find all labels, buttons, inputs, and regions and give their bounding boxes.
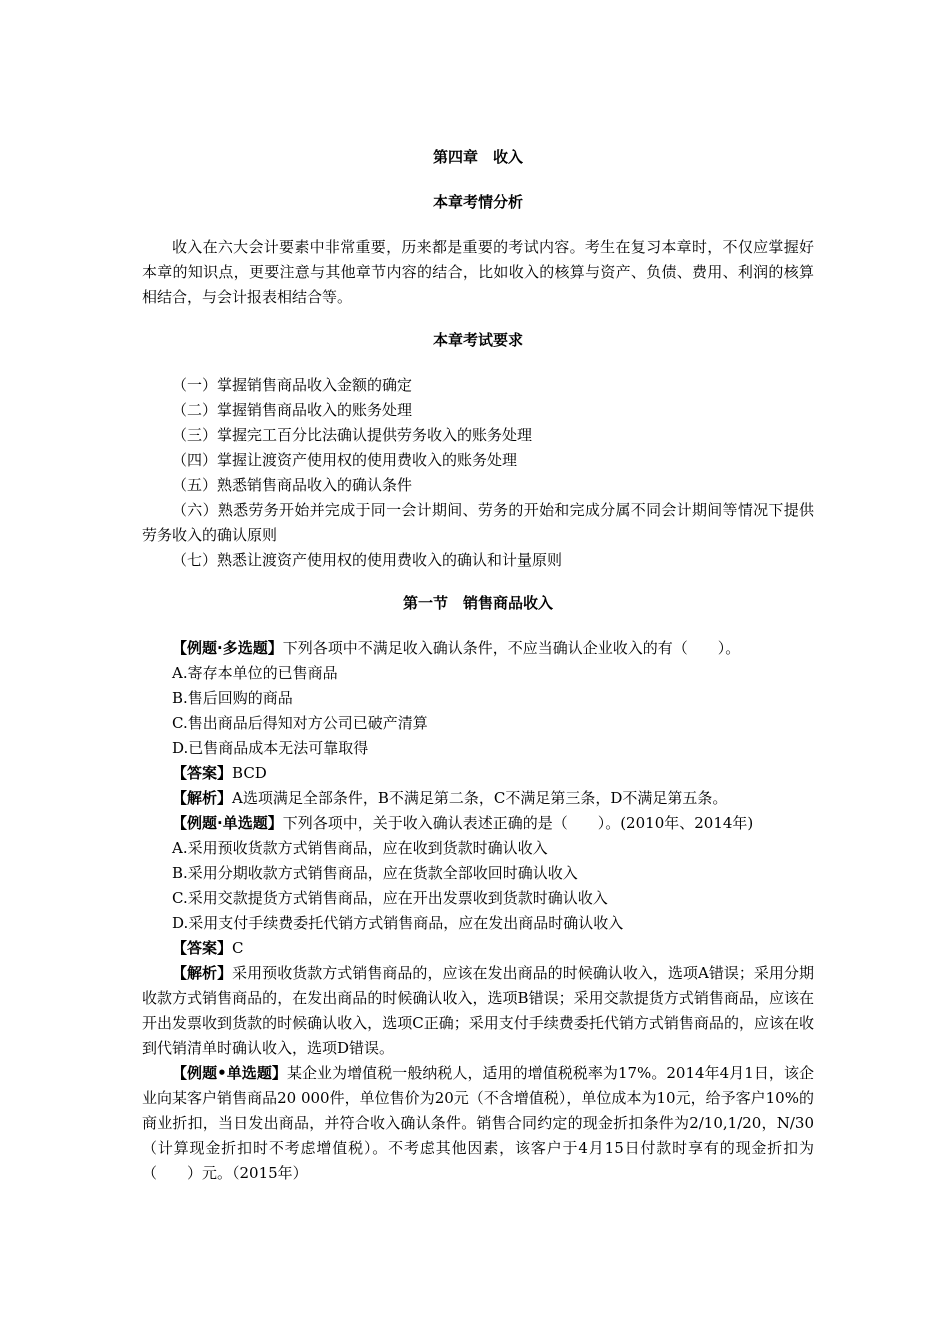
analysis-tag: 【解析】 [172, 789, 233, 807]
answer-value: BCD [232, 764, 267, 782]
requirement-item: （六）熟悉劳务开始并完成于同一会计期间、劳务的开始和完成分属不同会计期间等情况下提供劳务收入的确认原则 [142, 501, 814, 544]
option-item: A.采用预收货款方式销售商品，应在收到货款时确认收入 [172, 839, 548, 857]
question-text: 下列各项中，关于收入确认表述正确的是（ ）。(2010年、2014年) [282, 814, 754, 832]
requirement-item: （一）掌握销售商品收入金额的确定 [172, 376, 413, 394]
option-item: B.采用分期收款方式销售商品，应在货款全部收回时确认收入 [172, 864, 578, 882]
requirement-item: （七）熟悉让渡资产使用权的使用费收入的确认和计量原则 [172, 551, 563, 569]
analysis-text: 采用预收货款方式销售商品的，应该在发出商品的时候确认收入，选项A错误；采用分期收款方式销售商品的，在发出商品的时候确认收入，选项B错误；采用交款提货方式销售商品，应该在开出发票收到货款的时候确认收入，选项C正确；采用支付手续费委托代销方式销售商品的，应该在收到代销清单时确认收入，选项D错误。 [142, 964, 814, 1057]
analysis-line [142, 961, 814, 1061]
requirements-list [142, 373, 814, 573]
option-item: C.采用交款提货方式销售商品，应在开出发票收到货款时确认收入 [172, 889, 608, 907]
answer-tag: 【答案】 [172, 939, 233, 957]
analysis-heading: 本章考情分析 [432, 193, 523, 211]
requirement-item: （四）掌握让渡资产使用权的使用费收入的账务处理 [172, 451, 518, 469]
answer-value: C [232, 939, 244, 957]
chapter-title: 第四章 收入 [432, 148, 523, 166]
option-item: D.已售商品成本无法可靠取得 [172, 739, 369, 757]
requirement-item: （二）掌握销售商品收入的账务处理 [172, 401, 413, 419]
question-type-tag: 【例题·单选题】 [172, 814, 283, 832]
question-text: 下列各项中不满足收入确认条件，不应当确认企业收入的有（ ）。 [282, 639, 741, 657]
option-item: C.售出商品后得知对方公司已破产清算 [172, 714, 428, 732]
question-stem [142, 636, 814, 661]
question-type-tag: 【例题·多选题】 [172, 639, 283, 657]
option-item: A.寄存本单位的已售商品 [172, 664, 338, 682]
section-heading: 第一节 销售商品收入 [402, 594, 553, 612]
question-stem [142, 1061, 814, 1186]
analysis-line [142, 786, 814, 811]
option-item: B.售后回购的商品 [172, 689, 293, 707]
option-item: D.采用支付手续费委托代销方式销售商品，应在发出商品时确认收入 [172, 914, 624, 932]
analysis-tag: 【解析】 [172, 964, 233, 982]
requirement-item: （五）熟悉销售商品收入的确认条件 [172, 476, 413, 494]
question-type-tag: 【例题•单选题】 [172, 1064, 287, 1082]
answer-tag: 【答案】 [172, 764, 233, 782]
requirements-heading: 本章考试要求 [432, 331, 523, 349]
answer-line [142, 936, 814, 961]
question-3 [142, 1061, 814, 1186]
question-stem [142, 811, 814, 836]
question-text: 某企业为增值税一般纳税人，适用的增值税税率为17%。2014年4月1日，该企业向某客户销售商品20 000件，单位售价为20元（不含增值税），单位成本为10元，给予客户10%的商业折扣，当日发出商品，并符合收入确认条件。销售合同约定的现金折扣条件为2/10,1/20，N/30（计算现金折扣时不考虑增值税）。不考虑其他因素，该客户于4月15日付款时享有的现金折扣为（ ）元。（2015年） [142, 1064, 814, 1182]
requirement-item: （三）掌握完工百分比法确认提供劳务收入的账务处理 [172, 426, 533, 444]
question-1 [142, 636, 814, 811]
page-content [142, 145, 814, 1186]
answer-line [142, 761, 814, 786]
analysis-text: A选项满足全部条件，B不满足第二条，C不满足第三条，D不满足第五条。 [232, 789, 728, 807]
question-2 [142, 811, 814, 1061]
analysis-paragraph: 收入在六大会计要素中非常重要，历来都是重要的考试内容。考生在复习本章时，不仅应掌握好本章的知识点，更要注意与其他章节内容的结合，比如收入的核算与资产、负债、费用、利润的核算相结合，与会计报表相结合等。 [142, 238, 814, 306]
